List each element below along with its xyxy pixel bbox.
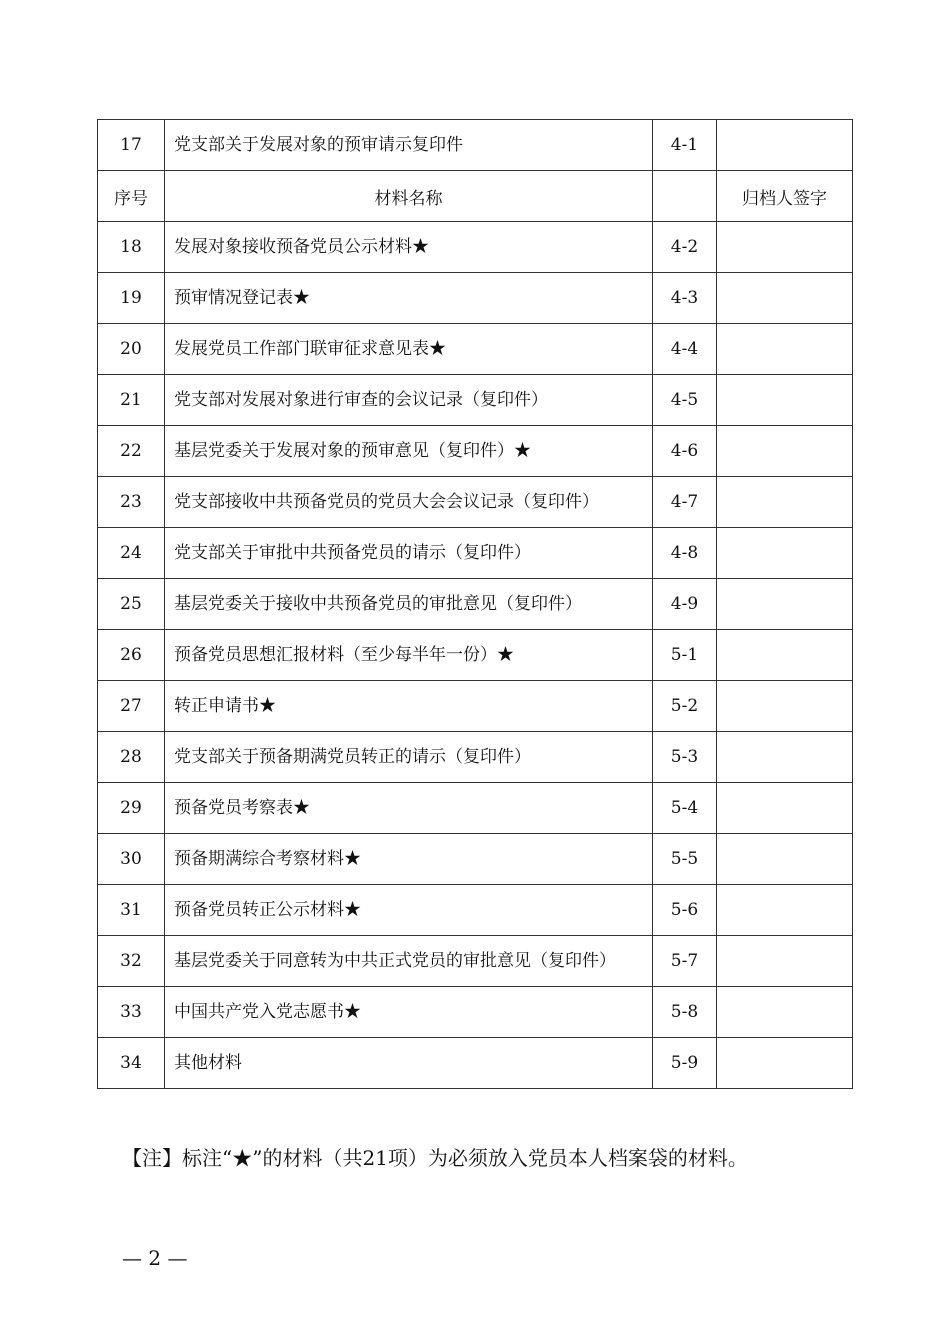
material-name-cell: 党支部关于发展对象的预审请示复印件 [165, 120, 653, 171]
seq-cell: 27 [98, 681, 165, 732]
code-cell: 5-8 [653, 987, 717, 1038]
code-cell: 4-5 [653, 375, 717, 426]
table-row [98, 783, 853, 834]
materials-table [97, 119, 853, 1089]
code-cell: 4-4 [653, 324, 717, 375]
signer-cell [717, 885, 853, 936]
material-name-cell: 基层党委关于同意转为中共正式党员的审批意见（复印件） [165, 936, 653, 987]
seq-cell: 25 [98, 579, 165, 630]
seq-cell: 31 [98, 885, 165, 936]
table-row [98, 732, 853, 783]
code-cell: 4-9 [653, 579, 717, 630]
page-number: — 2 — [122, 1246, 188, 1270]
signer-cell [717, 222, 853, 273]
table-header-row [98, 171, 853, 222]
material-name-cell: 预备期满综合考察材料★ [165, 834, 653, 885]
code-cell: 5-2 [653, 681, 717, 732]
table-row [98, 936, 853, 987]
code-cell: 5-9 [653, 1038, 717, 1089]
code-cell: 4-8 [653, 528, 717, 579]
header-material-name: 材料名称 [165, 171, 653, 222]
table-row [98, 324, 853, 375]
table-row [98, 630, 853, 681]
material-name-cell: 预备党员考察表★ [165, 783, 653, 834]
material-name-cell: 预备党员转正公示材料★ [165, 885, 653, 936]
table-body [98, 120, 853, 1089]
material-name-cell: 预审情况登记表★ [165, 273, 653, 324]
code-cell: 5-5 [653, 834, 717, 885]
signer-cell [717, 579, 853, 630]
material-name-cell: 发展党员工作部门联审征求意见表★ [165, 324, 653, 375]
code-cell: 4-1 [653, 120, 717, 171]
signer-cell [717, 528, 853, 579]
signer-cell [717, 375, 853, 426]
code-cell: 4-3 [653, 273, 717, 324]
signer-cell [717, 120, 853, 171]
seq-cell: 23 [98, 477, 165, 528]
signer-cell [717, 681, 853, 732]
seq-cell: 30 [98, 834, 165, 885]
material-name-cell: 党支部接收中共预备党员的党员大会会议记录（复印件） [165, 477, 653, 528]
table-row [98, 579, 853, 630]
table-row [98, 834, 853, 885]
code-cell: 5-3 [653, 732, 717, 783]
material-name-cell: 发展对象接收预备党员公示材料★ [165, 222, 653, 273]
header-signer: 归档人签字 [717, 171, 853, 222]
table-row [98, 681, 853, 732]
signer-cell [717, 732, 853, 783]
seq-cell: 32 [98, 936, 165, 987]
signer-cell [717, 426, 853, 477]
material-name-cell: 基层党委关于接收中共预备党员的审批意见（复印件） [165, 579, 653, 630]
table-row [98, 885, 853, 936]
seq-cell: 34 [98, 1038, 165, 1089]
signer-cell [717, 1038, 853, 1089]
code-cell: 5-4 [653, 783, 717, 834]
seq-cell: 20 [98, 324, 165, 375]
material-name-cell: 转正申请书★ [165, 681, 653, 732]
code-cell: 5-6 [653, 885, 717, 936]
signer-cell [717, 273, 853, 324]
table-row [98, 222, 853, 273]
signer-cell [717, 477, 853, 528]
signer-cell [717, 834, 853, 885]
table-row [98, 477, 853, 528]
table-row [98, 987, 853, 1038]
seq-cell: 19 [98, 273, 165, 324]
signer-cell [717, 324, 853, 375]
table-row [98, 375, 853, 426]
seq-cell: 33 [98, 987, 165, 1038]
code-cell: 5-7 [653, 936, 717, 987]
material-name-cell: 党支部关于预备期满党员转正的请示（复印件） [165, 732, 653, 783]
seq-cell: 24 [98, 528, 165, 579]
table-row [98, 1038, 853, 1089]
seq-cell: 29 [98, 783, 165, 834]
table-row [98, 426, 853, 477]
signer-cell [717, 987, 853, 1038]
footnote: 【注】标注“★”的材料（共21项）为必须放入党员本人档案袋的材料。 [122, 1146, 748, 1170]
seq-cell: 22 [98, 426, 165, 477]
material-name-cell: 其他材料 [165, 1038, 653, 1089]
header-code [653, 171, 717, 222]
signer-cell [717, 630, 853, 681]
seq-cell: 28 [98, 732, 165, 783]
material-name-cell: 预备党员思想汇报材料（至少每半年一份）★ [165, 630, 653, 681]
material-name-cell: 中国共产党入党志愿书★ [165, 987, 653, 1038]
seq-cell: 21 [98, 375, 165, 426]
signer-cell [717, 936, 853, 987]
code-cell: 4-2 [653, 222, 717, 273]
code-cell: 4-7 [653, 477, 717, 528]
signer-cell [717, 783, 853, 834]
material-name-cell: 党支部对发展对象进行审查的会议记录（复印件） [165, 375, 653, 426]
header-seq: 序号 [98, 171, 165, 222]
seq-cell: 26 [98, 630, 165, 681]
table-row [98, 273, 853, 324]
code-cell: 4-6 [653, 426, 717, 477]
material-name-cell: 基层党委关于发展对象的预审意见（复印件）★ [165, 426, 653, 477]
table-row [98, 120, 853, 171]
seq-cell: 18 [98, 222, 165, 273]
material-name-cell: 党支部关于审批中共预备党员的请示（复印件） [165, 528, 653, 579]
seq-cell: 17 [98, 120, 165, 171]
code-cell: 5-1 [653, 630, 717, 681]
table-row [98, 528, 853, 579]
